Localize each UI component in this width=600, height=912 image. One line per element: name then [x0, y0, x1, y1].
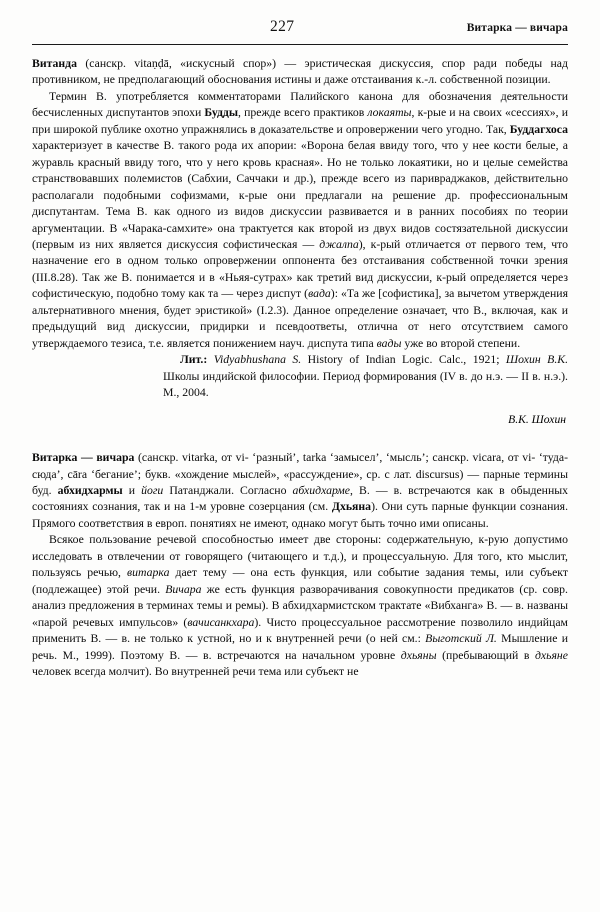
- header-rule-divider: [32, 44, 568, 45]
- dictionary-entry-vitarka-vichara: [32, 450, 568, 680]
- entry-body-paragraph: Термин В. употребляется комментаторами Палийского канона для обозначения деятельности бесчисленных диспутантов эпохи Будды, прежде всего практиков локаяты, к-рые и на своих «сессиях», и при широкой публике охотно упражнялись в доказательстве и опровержении чего угодно. Так, Буддагхоса характеризует в качестве В. такого рода их апории: «Ворона белая ввиду того, что у нее кости белые, а журавль красный ввиду того, что у него кровь красная». Но не только локаятики, но и целые семейства странствовавших полемистов (Сабхии, Саччаки и др.), прежде всего из паривраджаков, действительно располагали подобными софизмами, к-рые они предлагали на решение др. профессиональным диспутантам. Тема В. как одного из видов дискуссии развивается и в ранних пособиях по теории аргументации. В «Чарака-самхите» она трактуется как второй из двух видов состязательной дискуссии (первым из них является дискуссия софистическая — джалпа), к-рый отличается от первого тем, что назначение его в одном только опровержении оппонента без отстаивания собственной точки зрения (III.8.28). Так же В. понимается и в «Ньяя-сутрах» как третий вид дискуссии, к-рый определяется через софистическую, подобно тому как та — через диспут (вада): «Та же [софистика], за вычетом утверждения альтернативного мнения, будет эристикой» (I.2.3). Данное определение означает, что В., включая, как и предыдущий вид дискуссии, придирки и псевдоответы, отлична от него отсутствием самого утверждаемого тезиса, т.е. является понижением науч. диспута типа вады уже во второй степени.: [32, 89, 568, 350]
- entry-lead-paragraph: Витанда (санскр. vitaṇḍā, «искусный спор») — эристическая дискуссия, спор ради победы над противником, не предполагающий обоснования истины и даже отстаивания к.-л. собственной позиции.: [32, 57, 568, 87]
- page-number: 227: [270, 18, 295, 35]
- entry-body-paragraph: Всякое пользование речевой способностью имеет две стороны: содержательную, к-рую допустимо исследовать в отвлечении от говорящего (читающего и т.д.), и процессуальную. Для того, кто мыслит, пользуясь речью, витарка дает тему — она есть функция, или событие задания темы, или субъект (подлежащее) этой речи. Вичара же есть функция разворачивания совокупности предикатов (ср. совр. анализ предложения в терминах темы и ремы). В абхидхармистском трактате «Вибханга» В. — в. названы «парой речевых импульсов» (вачисанкхара). Чисто процессуальное рассмотрение позволило индийцам применить В. — в. не только к устной, но и к внутренней речи (о ней см.: Выготский Л. Мышление и речь. М., 1999). Поэтому В. — в. встречаются на начальном уровне дхьяны (пребывающий в дхьяне человек всегда молчит). Во внутренней речи тема или субъект не: [32, 533, 568, 678]
- entry-spacer: [32, 438, 568, 450]
- entry-lead-paragraph: Витарка — вичара (санскр. vitarka, от vi- ‘разный’, tarka ‘замысел’, ‘мысль’; санскр. vicara, от vi- ‘туда-сюда’, cāra ‘бегание’; букв. «хождение мыслей», «рассуждение», ср. с лат. discursus) — парные термины буд. абхидхармы и йоги Патанджали. Согласно абхидхарме, В. — в. встречаются как в обыденных состояниях сознания, так и на 1-м уровне созерцания (см. Дхьяна). Они суть парные функции сознания. Прямого соответствия в европ. понятиях не имеют, однако могут быть точно ими описаны.: [32, 451, 569, 530]
- article-content: [32, 56, 568, 680]
- running-title: Витарка — вичара: [466, 22, 568, 34]
- literature-reference: Лит.: Vidyabhushana S. History of Indian Logic. Calc., 1921; Шохин В.К. Школы индийской философии. Период формирования (IV в. до н.э. — II в. н.э.). М., 2004.: [163, 353, 569, 400]
- running-header: [32, 18, 568, 40]
- author-signature: В.К. Шохин: [508, 412, 566, 426]
- dictionary-entry-vitanda: [32, 56, 568, 427]
